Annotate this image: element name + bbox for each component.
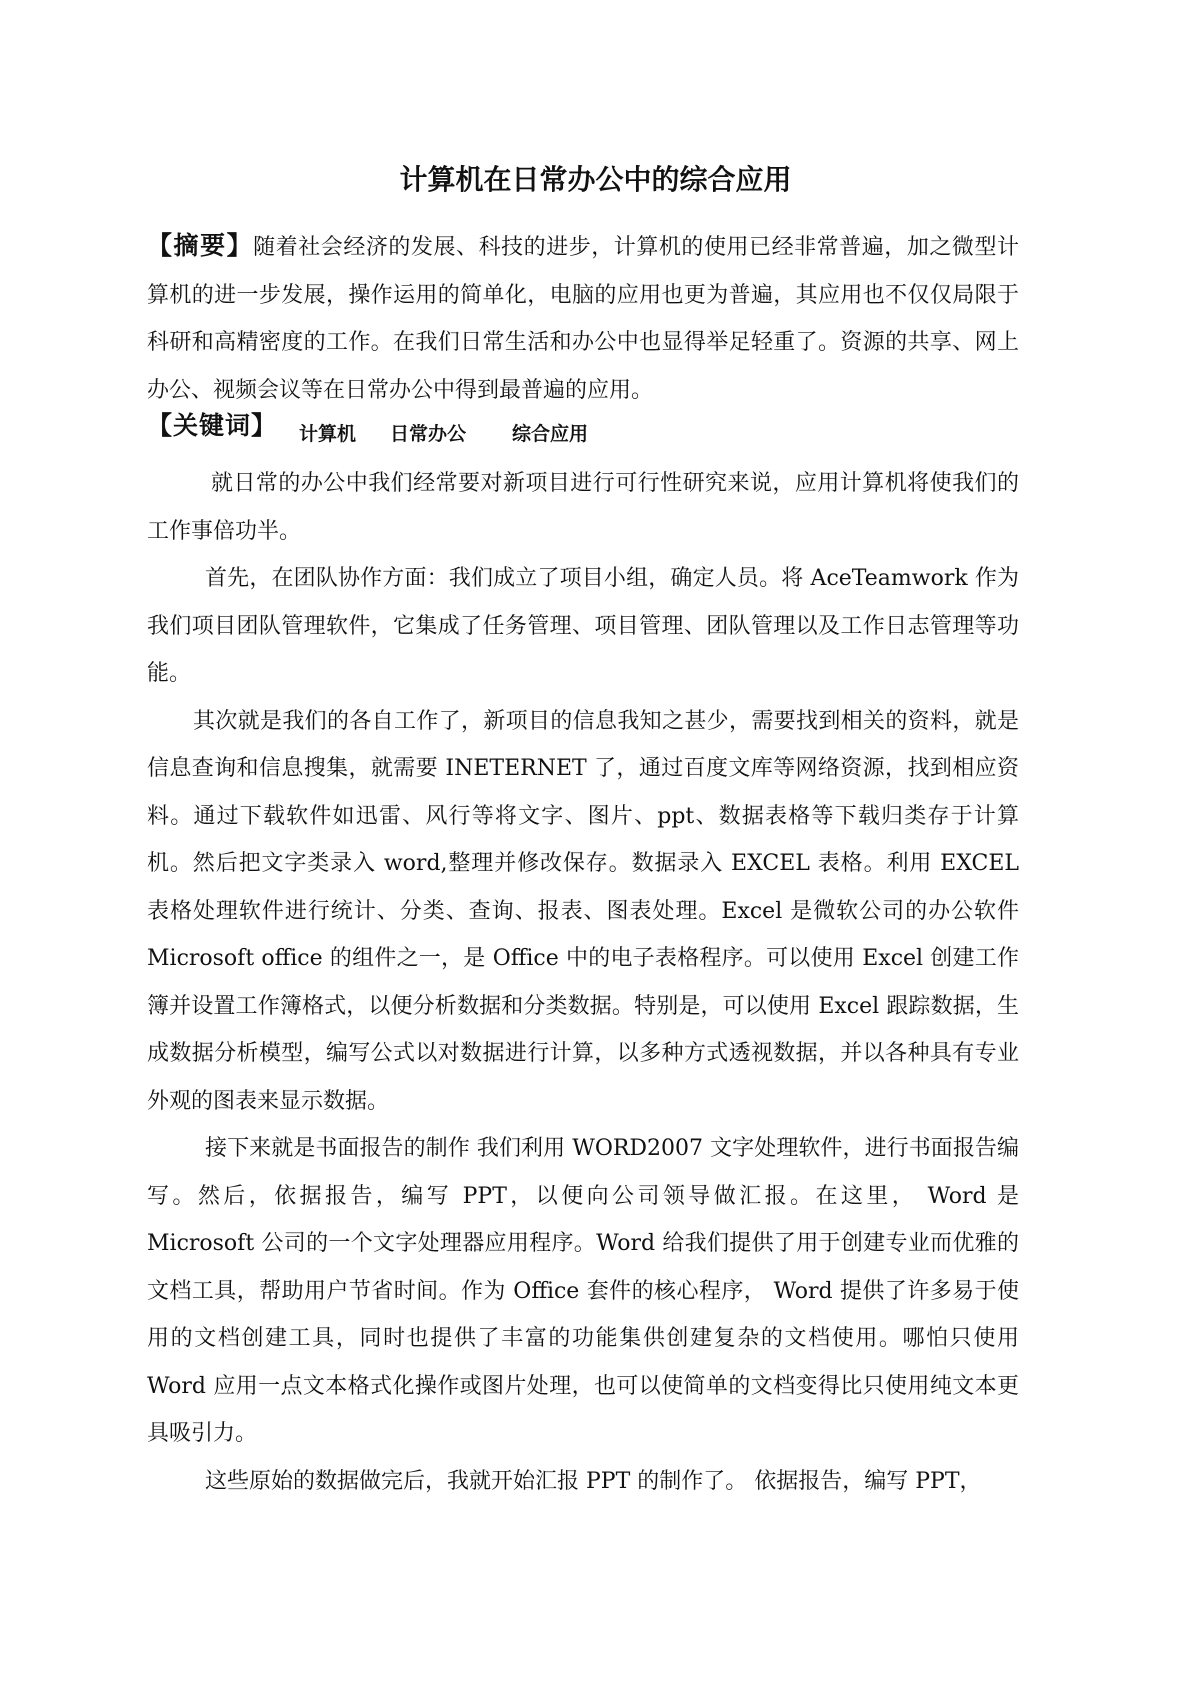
abstract-section: [147, 222, 1019, 414]
abstract-label: 【摘要】: [147, 231, 254, 260]
keywords-label: 【关键词】: [147, 411, 278, 440]
body-paragraph: 就日常的办公中我们经常要对新项目进行可行性研究来说，应用计算机将使我们的工作事倍功半。: [147, 471, 1019, 544]
abstract-text: 随着社会经济的发展、科技的进步，计算机的使用已经非常普遍，加之微型计算机的进一步发展，操作运用的简单化，电脑的应用也更为普遍，其应用也不仅仅局限于科研和高精密度的工作。在我们日常生活和办公中也显得举足轻重了。资源的共享、网上办公、视频会议等在日常办公中得到最普遍的应用。: [147, 235, 1019, 403]
body-section: [147, 460, 1019, 1505]
body-paragraph: 接下来就是书面报告的制作 我们利用 WORD2007 文字处理软件，进行书面报告编写。然后，依据报告，编写 PPT，以便向公司领导做汇报。在这里， Word 是 Microsoft 公司的一个文字处理器应用程序。Word 给我们提供了用于创建专业而优雅的文档工具，帮助用户节省时间。作为 Office 套件的核心程序， Word 提供了许多易于使用的文档创建工具，同时也提供了丰富的功能集供创建复杂的文档使用。哪怕只使用 Word 应用一点文本格式化操作或图片处理，也可以使简单的文档变得比只使用纯文本更具吸引力。: [147, 1136, 1019, 1446]
document-title: 计算机在日常办公中的综合应用: [399, 163, 792, 196]
keyword-item: 计算机: [299, 423, 357, 445]
keyword-item: 日常办公: [390, 423, 467, 445]
keyword-item: 综合应用: [512, 423, 589, 445]
body-paragraph: 首先，在团队协作方面：我们成立了项目小组，确定人员。将 AceTeamwork 作为我们项目团队管理软件，它集成了任务管理、项目管理、团队管理以及工作日志管理等功能。: [147, 566, 1019, 686]
body-paragraph: 这些原始的数据做完后，我就开始汇报 PPT 的制作了。 依据报告，编写 PPT，: [205, 1468, 982, 1494]
body-paragraph: 其次就是我们的各自工作了，新项目的信息我知之甚少，需要找到相关的资料，就是信息查询和信息搜集，就需要 INETERNET 了，通过百度文库等网络资源，找到相应资料。通过下载软件如迅雷、风行等将文字、图片、ppt、数据表格等下载归类存于计算机。然后把文字类录入 word,整理并修改保存。数据录入 EXCEL 表格。利用 EXCEL 表格处理软件进行统计、分类、查询、报表、图表处理。Excel 是微软公司的办公软件 Microsoft office 的组件之一，是 Office 中的电子表格程序。可以使用 Excel 创建工作簿并设置工作簿格式，以便分析数据和分类数据。特别是，可以使用 Excel 跟踪数据，生成数据分析模型，编写公式以对数据进行计算，以多种方式透视数据，并以各种具有专业外观的图表来显示数据。: [147, 708, 1019, 1114]
keywords-section: [147, 402, 1019, 459]
